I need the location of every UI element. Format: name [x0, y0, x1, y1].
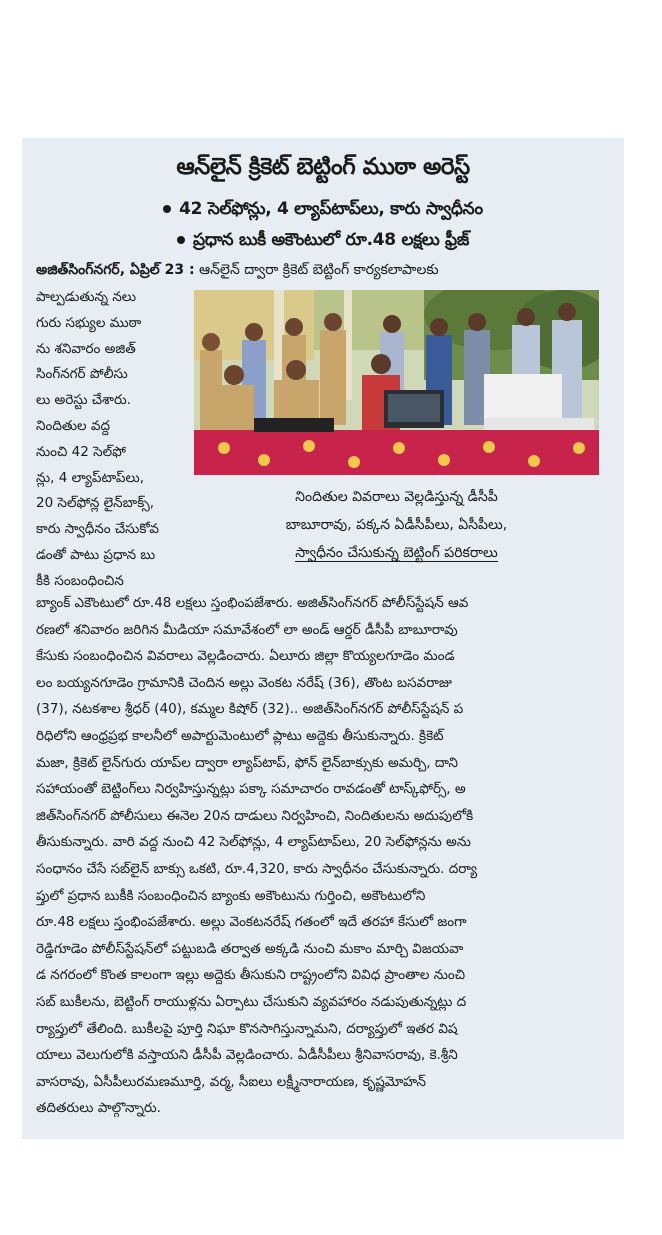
- body-line: లం బయ్యనగూడెం గ్రామానికి చెందిన అల్లు వెంకట నరేష్ (36), తొంట బసవరాజు: [36, 674, 452, 691]
- body-line: యాలు వెలుగులోకి వస్తాయని డీసీపీ వెల్లడించారు. ఏడీసీపీలు శ్రీనివాసరావు, కె.శ్రీని: [36, 1047, 458, 1064]
- body-line: సబ్ బుకీలను, బెట్టింగ్ రాయుళ్లను ఏర్పాటు చేసుకుని వ్యవహారం నడుపుతున్నట్లు ద: [36, 993, 467, 1010]
- news-clipping: [22, 138, 624, 1139]
- dateline-text: ఆన్‌లైన్ ద్వారా క్రికెట్ బెట్టింగ్ కార్యకలాపాలకు: [199, 262, 439, 278]
- left-column-line: నుంచి 42 సెల్‌ఫో: [36, 443, 126, 460]
- body-line: సంధానం చేసే సబ్‌లైన్ బాక్సు ఒకటి, రూ.4,320, కారు స్వాధీనం చేసుకున్నారు. దర్యా: [36, 860, 478, 877]
- body-line: కేసుకు సంబంధించిన వివరాలు వెల్లడించారు. ఏలూరు జిల్లా కొయ్యలగూడెం మండ: [36, 648, 455, 665]
- left-column-line: నిందితుల వద్ద: [36, 417, 111, 434]
- left-column-line: పాల్పడుతున్న నలు: [36, 289, 137, 305]
- left-column-line: కీకి సంబంధించిన: [36, 572, 124, 589]
- left-column: [36, 285, 194, 595]
- body-line: తదితరులు పాల్గొన్నారు.: [36, 1100, 161, 1117]
- body-line: ప్తులో ప్రధాన బుకీకి సంబంధించిన బ్యాంకు అకౌంటును గుర్తించి, అకౌంటులోని: [36, 887, 426, 904]
- left-column-line: గురు సభ్యుల ముఠా: [36, 314, 142, 331]
- caption-line-1: నిందితుల వివరాలు వెల్లడిస్తున్న డీసీపీ: [295, 489, 498, 505]
- body-line: రిధిలోని ఆంధ్రప్రభ కాలనీలో అపార్టుమెంటులో ప్లాటు అద్దెకు తీసుకున్నారు. క్రికెట్: [36, 727, 444, 744]
- body-line: ర్యాప్తులో తేలింది. బుకీలపై పూర్తి నిఘా కొనసాగిస్తున్నామని, దర్యాప్తులో ఇతర విష: [36, 1020, 458, 1037]
- subheading-1-text: 42 సెల్‌ఫోన్లు, 4 ల్యాప్‌టాప్‌లు, కారు స్వాధీనం: [179, 199, 483, 219]
- bullet-icon: [177, 236, 185, 244]
- left-column-line: ను శనివారం అజిత్: [36, 340, 136, 357]
- left-column-line: న్లు, 4 ల్యాప్‌టాప్‌లు,: [36, 469, 144, 486]
- article-body: [36, 590, 616, 1122]
- body-line: రెడ్డిగూడెం పోలీస్‌స్టేషన్‌లో పట్టుబడి తర్వాత అక్కడి నుంచి మకాం మార్చి విజయవా: [36, 940, 464, 957]
- left-column-line: 20 సెల్‌ఫోన్ల లైన్‌బాక్స్,: [36, 495, 155, 512]
- subheading-1: [22, 197, 624, 221]
- left-column-line: సింగ్‌నగర్ పోలీసు: [36, 366, 128, 383]
- left-column-line: కారు స్వాధీనం చేసుకోవ: [36, 521, 160, 538]
- body-line: డ నగరంలో కొంత కాలంగా ఇల్లు అద్దెకు తీసుకుని రాష్ట్రంలోని వివిధ ప్రాంతాల నుంచి: [36, 967, 466, 984]
- dateline-place-date: అజిత్‌సింగ్‌నగర్, ఏప్రిల్ 23 :: [36, 262, 195, 278]
- press-meet-photo: [194, 290, 599, 475]
- body-line: బ్యాంక్ ఎకౌంటులో రూ.48 లక్షలు స్తంభింపజేశారు. అజిత్‌సింగ్‌నగర్ పోలీస్‌స్టేషన్ ఆవ: [36, 595, 469, 611]
- photo-caption: [194, 483, 599, 567]
- subheading-2-text: ప్రధాన బుకీ అకౌంటులో రూ.48 లక్షలు ఫ్రీజ్: [193, 230, 469, 250]
- left-column-line: డంతో పాటు ప్రధాన బు: [36, 546, 156, 563]
- bullet-icon: [163, 205, 171, 213]
- caption-line-3: స్వాధీనం చేసుకున్న బెట్టింగ్ పరికరాలు: [295, 545, 498, 561]
- body-line: రూ.48 లక్షలు స్తంభింపజేశారు. అల్లు వెంకటనరేష్ గతంలో ఇదే తరహా కేసులో జంగా: [36, 914, 467, 931]
- body-line: వాసరావు, ఏసీపీలురమణమూర్తి, వర్మ, సీఐలు లక్ష్మీనారాయణ, కృష్ణమోహన్: [36, 1073, 427, 1090]
- left-column-line: లు అరెస్టు చేశారు.: [36, 392, 131, 409]
- body-line: (37), నటకశాల శ్రీధర్ (40), కమ్మల కిషోర్ (32).. అజిత్‌సింగ్‌నగర్ పోలీస్‌స్టేషన్ ప: [36, 701, 464, 718]
- caption-line-2: బాబూరావు, పక్కన ఏడీసీపీలు, ఏసీపీలు,: [285, 517, 508, 533]
- body-line: రణలో శనివారం జరిగిన మీడియా సమావేశంలో లా అండ్ ఆర్డర్ డీసీపీ బాబూరావు: [36, 621, 458, 638]
- headline: ఆన్‌లైన్ క్రికెట్ బెట్టింగ్ ముఠా అరెస్ట్: [176, 154, 470, 180]
- dateline: [36, 259, 616, 281]
- subheading-2: [22, 228, 624, 252]
- body-line: సహాయంతో బెట్టింగ్‌లు నిర్వహిస్తున్నట్లు పక్కా సమాచారం రావడంతో టాస్క్‌ఫోర్స్, అ: [36, 781, 466, 798]
- body-line: తీసుకున్నారు. వారి వద్ద నుంచి 42 సెల్‌ఫోన్లు, 4 ల్యాప్‌టాప్‌లు, 20 సెల్‌ఫోన్లను అను: [36, 834, 471, 851]
- body-line: మజా, క్రికెట్ లైన్‌గురు యాప్‌ల ద్వారా ల్యాప్‌టాప్, ఫోన్ లైన్‌బాక్సుకు అమర్చి, దాని: [36, 754, 458, 771]
- body-line: జిత్‌సింగ్‌నగర్ పోలీసులు ఈనెల 20న దాడులు నిర్వహించి, నిందితులను అదుపులోకి: [36, 807, 474, 824]
